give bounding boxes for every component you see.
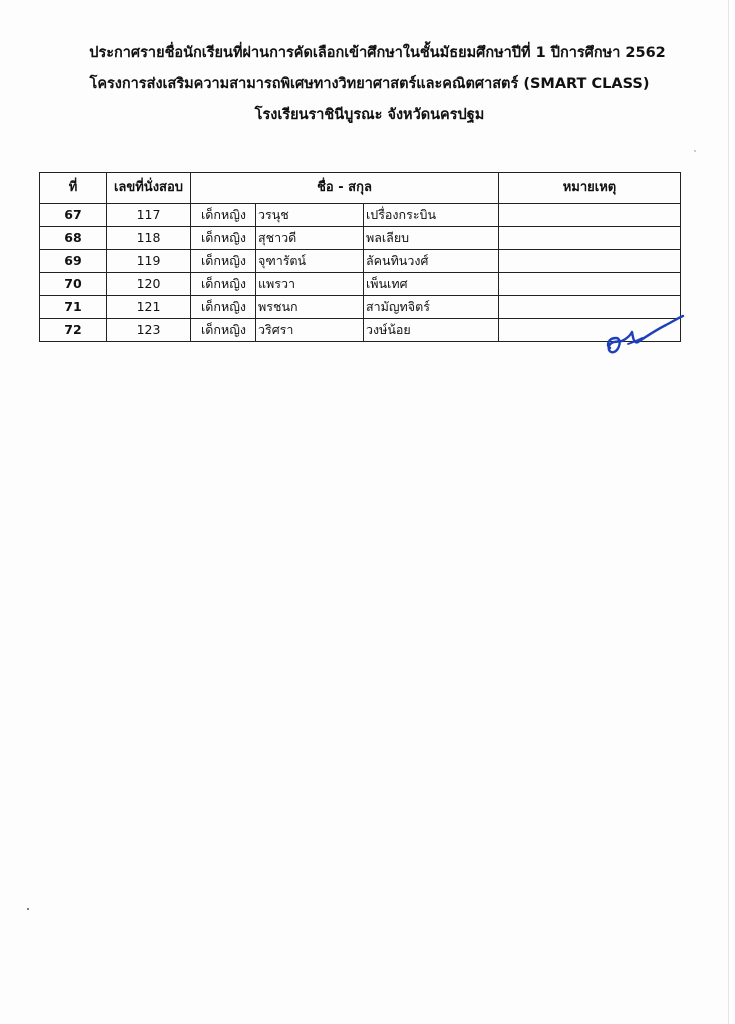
seat-number: 123 [107,319,191,342]
project-name: โครงการส่งเสริมความสามารถพิเศษทางวิทยาศาสตร์และคณิตศาสตร์ (SMART CLASS) [89,76,650,92]
first-name: จุฑารัตน์ [256,250,364,273]
table-row [40,250,681,273]
seat-number: 119 [107,250,191,273]
signature-stroke [608,316,683,352]
speck-mark [27,908,29,910]
page-edge [728,0,729,1024]
row-number: 72 [40,319,107,342]
table-row [40,296,681,319]
row-number: 69 [40,250,107,273]
speck-mark [694,150,696,152]
first-name: แพรวา [256,273,364,296]
school-name: โรงเรียนราชินีบูรณะ จังหวัดนครปฐม [254,107,485,123]
name-prefix: เด็กหญิง [191,319,256,342]
table-header-row [40,173,681,204]
name-prefix: เด็กหญิง [191,273,256,296]
seat-number: 118 [107,227,191,250]
seat-number: 121 [107,296,191,319]
last-name: เพ็นเทศ [364,273,499,296]
first-name: วริศรา [256,319,364,342]
remark-cell [499,227,681,250]
first-name: สุชาวดี [256,227,364,250]
column-header-no: ที่ [40,173,107,204]
first-name: วรนุช [256,204,364,227]
remark-cell [499,273,681,296]
remark-cell [499,250,681,273]
last-name: สามัญทจิตร์ [364,296,499,319]
name-prefix: เด็กหญิง [191,296,256,319]
announcement-header [0,38,735,131]
announcement-title: ประกาศรายชื่อนักเรียนที่ผ่านการคัดเลือกเข้าศึกษาในชั้นมัธยมศึกษาปีที่ 1 ปีการศึกษา 2562 [89,45,666,61]
student-list-table [39,172,681,342]
seat-number: 120 [107,273,191,296]
last-name: พลเลียบ [364,227,499,250]
first-name: พรชนก [256,296,364,319]
name-prefix: เด็กหญิง [191,204,256,227]
name-prefix: เด็กหญิง [191,227,256,250]
row-number: 68 [40,227,107,250]
column-header-name: ชื่อ - สกุล [191,173,499,204]
signature-scribble [604,308,686,360]
last-name: วงษ์น้อย [364,319,499,342]
table-row [40,204,681,227]
name-prefix: เด็กหญิง [191,250,256,273]
table-row [40,319,681,342]
last-name: ลัคนทินวงศ์ [364,250,499,273]
table-row [40,273,681,296]
table-row [40,227,681,250]
remark-cell [499,204,681,227]
column-header-seat: เลขที่นั่งสอบ [107,173,191,204]
row-number: 67 [40,204,107,227]
row-number: 71 [40,296,107,319]
seat-number: 117 [107,204,191,227]
last-name: เปรื่องกระบิน [364,204,499,227]
row-number: 70 [40,273,107,296]
column-header-remark: หมายเหตุ [499,173,681,204]
